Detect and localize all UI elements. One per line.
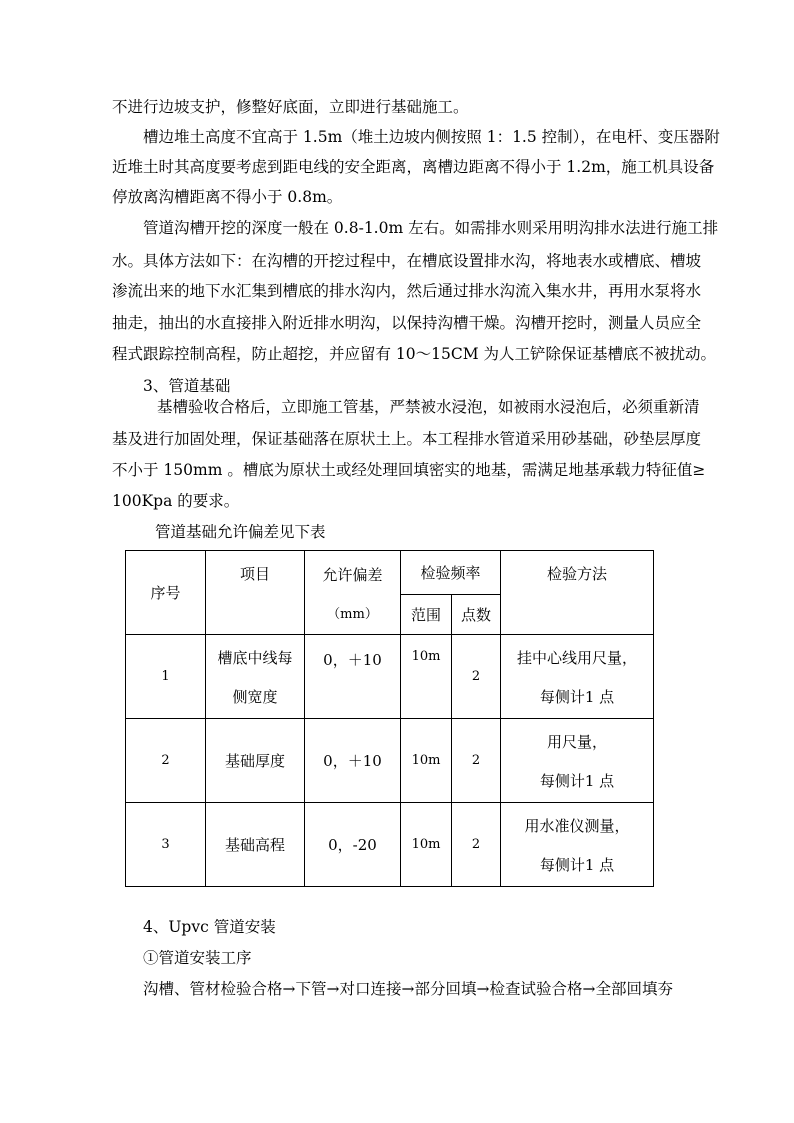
paragraph-line: 基及进行加固处理，保证基础落在原状土上。本工程排水管道采用砂基础，砂垫层厚度	[112, 430, 702, 448]
header-tolerance	[305, 551, 401, 635]
table-row	[126, 635, 654, 719]
section-heading: 3、管道基础	[143, 377, 231, 395]
row-tolerance: 0，＋10	[305, 635, 401, 719]
row-item: 基础厚度	[206, 719, 305, 803]
row-range: 10m	[401, 803, 452, 887]
row-points: 2	[452, 719, 501, 803]
row-no: 1	[126, 635, 206, 719]
header-range: 范围	[401, 595, 452, 635]
row-tolerance: 0，-20	[305, 803, 401, 887]
table-row	[126, 719, 654, 803]
row-no: 2	[126, 719, 206, 803]
paragraph-line: 槽边堆土高度不宜高于 1.5m（堆土边坡内侧按照 1：1.5 控制），在电杆、变压器附	[143, 128, 720, 146]
subsection-heading: ①管道安装工序	[143, 949, 252, 967]
paragraph-line: 不进行边坡支护，修整好底面，立即进行基础施工。	[112, 98, 469, 116]
paragraph-line: 基槽验收合格后，立即施工管基，严禁被水浸泡，如被雨水浸泡后，必须重新清	[157, 398, 700, 416]
paragraph-line: 水。具体方法如下：在沟槽的开挖过程中，在槽底设置排水沟，将地表水或槽底、槽坡	[112, 252, 702, 270]
header-tolerance-label: 允许偏差	[322, 565, 383, 584]
header-frequency: 检验频率	[401, 551, 501, 595]
row-method-line: 每侧计1 点	[539, 687, 615, 706]
row-method-line: 每侧计1 点	[539, 771, 615, 790]
paragraph-line: 渗流出来的地下水汇集到槽底的排水沟内，然后通过排水沟流入集水井，再用水泵将水	[112, 282, 702, 300]
header-tolerance-unit: （mm）	[327, 606, 378, 622]
row-method	[501, 635, 654, 719]
row-item	[206, 635, 305, 719]
row-method-line: 每侧计1 点	[539, 855, 615, 874]
row-item: 基础高程	[206, 803, 305, 887]
row-method	[501, 803, 654, 887]
paragraph-line: 100Kpa 的要求。	[112, 492, 240, 510]
paragraph-line: 沟槽、管材检验合格→下管→对口连接→部分回填→检查试验合格→全部回填夯	[143, 980, 673, 998]
table-caption: 管道基础允许偏差见下表	[155, 523, 326, 541]
row-tolerance: 0，＋10	[305, 719, 401, 803]
paragraph-line: 停放离沟槽距离不得小于 0.8m。	[112, 188, 343, 206]
paragraph-line: 抽走，抽出的水直接排入附近排水明沟，以保持沟槽干燥。沟槽开挖时，测量人员应全	[112, 314, 702, 332]
paragraph-line: 程式跟踪控制高程，防止超挖，并应留有 10～15CM 为人工铲除保证基槽底不被扰动。	[112, 345, 717, 363]
header-method: 检验方法	[501, 551, 654, 635]
row-range: 10m	[401, 635, 452, 719]
paragraph-line: 近堆土时其高度要考虑到距电线的安全距离，离槽边距离不得小于 1.2m，施工机具设备	[112, 158, 715, 176]
row-points: 2	[452, 803, 501, 887]
row-item-line: 槽底中线每	[217, 648, 293, 667]
paragraph-line: 管道沟槽开挖的深度一般在 0.8-1.0m 左右。如需排水则采用明沟排水法进行施工排	[143, 219, 719, 237]
row-method-line: 用水准仪测量，	[524, 816, 630, 835]
row-method-line: 挂中心线用尺量，	[516, 648, 637, 667]
tolerance-table	[125, 550, 654, 887]
table-row	[126, 803, 654, 887]
row-method-line: 用尺量，	[546, 732, 607, 751]
header-no: 序号	[126, 551, 206, 635]
row-range: 10m	[401, 719, 452, 803]
paragraph-line: 不小于 150mm 。槽底为原状土或经处理回填密实的地基，需满足地基承载力特征值≥	[112, 461, 706, 479]
header-item: 项目	[206, 551, 305, 635]
header-points: 点数	[452, 595, 501, 635]
row-no: 3	[126, 803, 206, 887]
row-item-line: 侧宽度	[232, 687, 278, 706]
row-method	[501, 719, 654, 803]
section-heading: 4、Upvc 管道安装	[143, 918, 276, 936]
row-points: 2	[452, 635, 501, 719]
